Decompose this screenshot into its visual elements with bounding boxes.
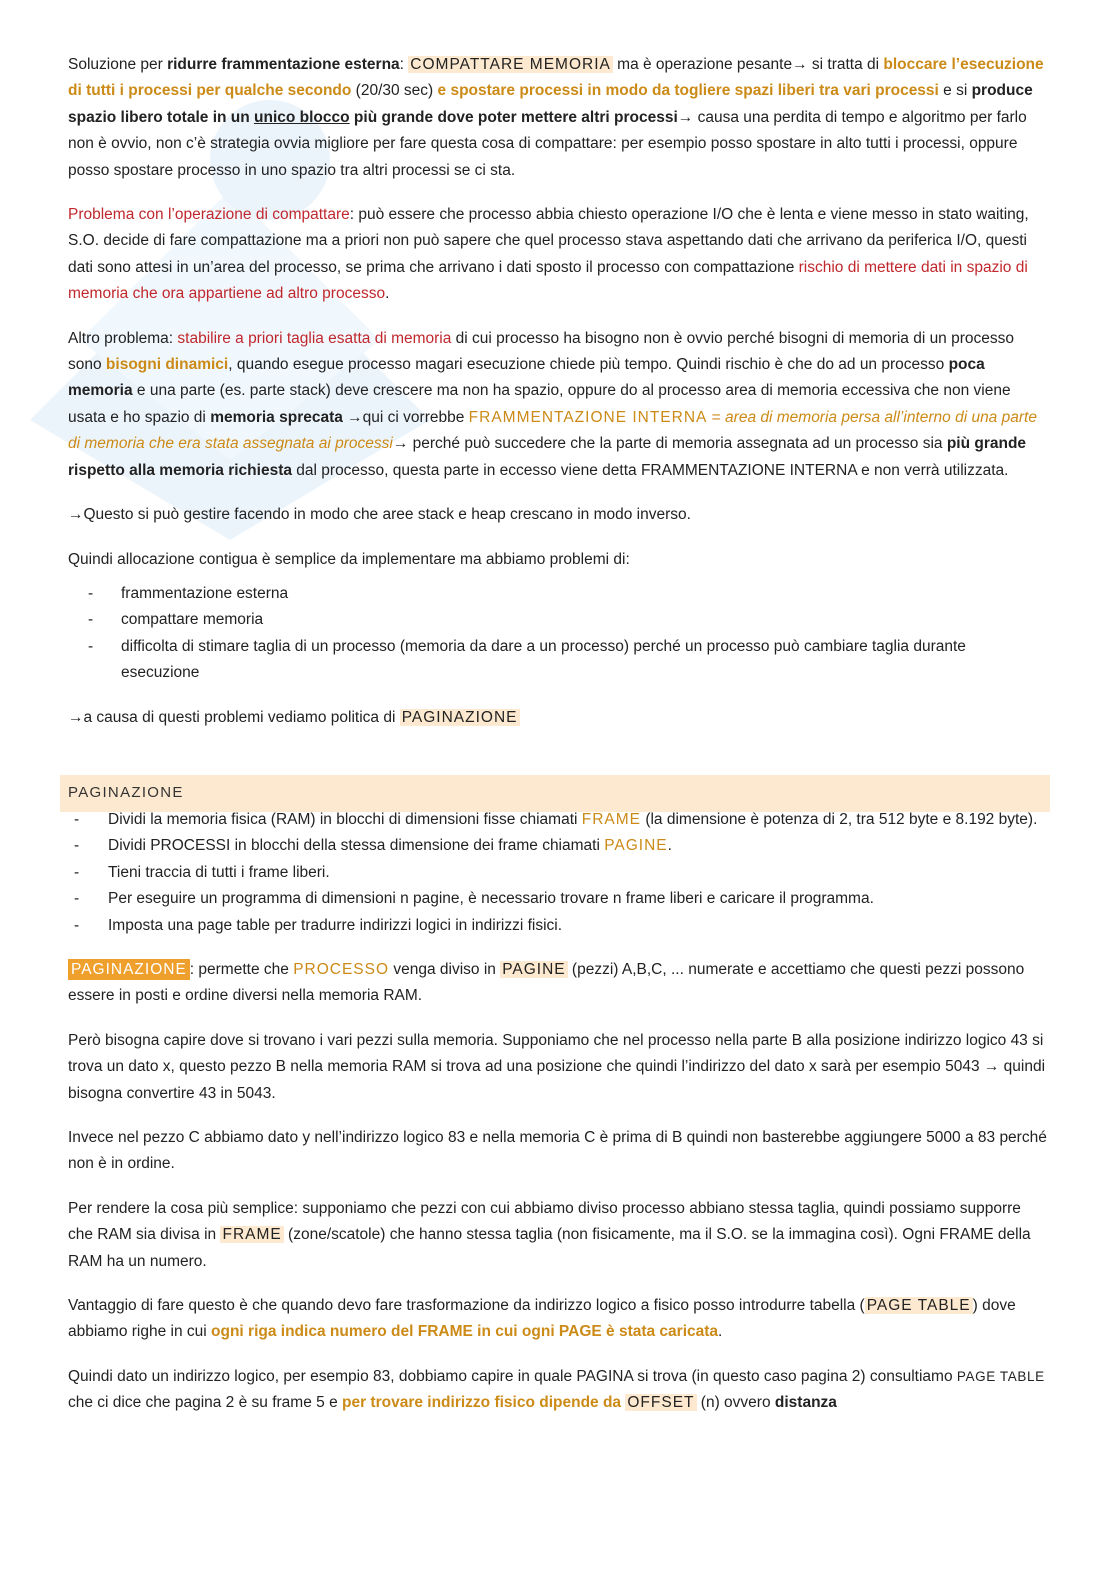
paginazione-steps-list [68,807,1048,939]
paragraph-paginazione-def: PAGINAZIONE : permette che PROCESSO venga diviso in PAGINE (pezzi) A,B,C, ... numerate e accettiamo che questi pezzi possono essere in posti e ordine diversi nella memoria RAM. [68,960,1025,1005]
document-body [68,52,1048,1435]
list-item: - Imposta una page table per tradurre indirizzi logici in indirizzi fisici. [68,913,1048,939]
paragraph-problema-compattare: Problema con l’operazione di compattare: può essere che processo abbia chiesto operazione I/O che è lenta e viene messo in stato waiting, S.O. decide di fare compattazione ma a priori non può sapere che quel processo stava aspettando dati che arrivano da periferica I/O, questi dati sono attesi in un’area del processo, se prima che arrivano i dati sposto il processo con compattazione rischio di mettere dati in spazio di memoria che ora appartiene ad altro processo. [68,206,1029,303]
section-title: PAGINAZIONE [68,784,184,801]
paragraph-offset: Quindi dato un indirizzo logico, per esempio 83, dobbiamo capire in quale PAGINA si trova (in questo caso pagina 2) consultiamo PAGE TABLE che ci dice che pagina 2 è su frame 5 e per trovare indirizzo fisico dipende da OFFSET (n) ovvero distanza [68,1367,1045,1412]
list-item: - Dividi PROCESSI in blocchi della stessa dimensione dei frame chiamati PAGINE. [68,833,1048,859]
paragraph-altro-problema: Altro problema: stabilire a priori taglia esatta di memoria di cui processo ha bisogno non è ovvio perché bisogni di memoria di un processo sono bisogni dinamici, quando esegue processo magari esecuzione chiede più tempo. Quindi rischio è che do ad un processo poca memoria e una parte (es. parte stack) deve crescere ma non ha spazio, oppure do al processo area di memoria eccessiva che non viene usata e ho spazio di memoria sprecata →qui ci vorrebbe FRAMMENTAZIONE INTERNA = area di memoria persa all’interno di una parte di memoria che era stata assegnata ai processi→ perché può succedere che la parte di memoria assegnata ad un processo sia più grande rispetto alla memoria richiesta dal processo, questa parte in eccesso viene detta FRAMMENTAZIONE INTERNA e non verrà utilizzata. [68,329,1037,479]
paragraph-esempio-b: Però bisogna capire dove si trovano i vari pezzi sulla memoria. Supponiamo che nel processo nella parte B alla posizione indirizzo logico 43 si trova un dato x, questo pezzo B nella memoria RAM si trova ad una posizione che quindi l’indirizzo del dato x sarà per esempio 5043 → quindi bisogna convertire 43 in 5043. [68,1031,1046,1102]
paragraph-compattare: Soluzione per ridurre frammentazione esterna: COMPATTARE MEMORIA ma è operazione pesante→ si tratta di bloccare l’esecuzione di tutti i processi per qualche secondo (20/30 sec) e spostare processi in modo da togliere spazi liberi tra vari processi e si produce spazio libero totale in un unico blocco più grande dove poter mettere altri processi→ causa una perdita di tempo e algoritmo per farlo non è ovvio, non c’è strategia ovvia migliore per fare questa cosa di compattare: per esempio posso spostare in alto tutti i processi, oppure posso spostare processo in uno spazio tra altri processi se ci sta. [68,56,1044,179]
paragraph-stack-heap: →Questo si può gestire facendo in modo che aree stack e heap crescano in modo inverso. [68,506,691,524]
list-item: - difficolta di stimare taglia di un processo (memoria da dare a un processo) perché un processo può cambiare taglia durante esecuzione [68,634,1048,687]
list-item: - Tieni traccia di tutti i frame liberi. [68,860,1048,886]
term-paginazione: PAGINAZIONE [401,708,518,726]
paragraph-esempio-c: Invece nel pezzo C abbiamo dato y nell’indirizzo logico 83 e nella memoria C è prima di B quindi non basterebbe aggiungere 5000 a 83 perché non è in ordine. [68,1129,1047,1173]
paragraph-politica: →a causa di questi problemi vediamo politica di PAGINAZIONE [68,708,518,726]
list-item: - Per eseguire un programma di dimensioni n pagine, è necessario trovare n frame liberi e caricare il programma. [68,886,1048,912]
paragraph-frame: Per rendere la cosa più semplice: supponiamo che pezzi con cui abbiamo diviso processo abbiano stessa taglia, quindi possiamo supporre che RAM sia divisa in FRAME (zone/scatole) che hanno stessa taglia (non fisicamente, ma il S.O. se la immagina così). Ogni FRAME della RAM ha un numero. [68,1199,1031,1270]
list-item: - compattare memoria [68,607,1048,633]
list-item: - frammentazione esterna [68,581,1048,607]
list-item: - Dividi la memoria fisica (RAM) in blocchi di dimensioni fisse chiamati FRAME (la dimensione è potenza di 2, tra 512 byte e 8.192 byte). [68,807,1048,833]
problems-list [68,581,1048,687]
term-compattare-memoria: COMPATTARE MEMORIA [410,56,611,73]
paragraph-allocazione: Quindi allocazione contigua è semplice da implementare ma abbiamo problemi di: [68,550,630,568]
paragraph-page-table: Vantaggio di fare questo è che quando devo fare trasformazione da indirizzo logico a fisico posso introdurre tabella ( PAGE TABLE ) dove abbiamo righe in cui ogni riga indica numero del FRAME in cui ogni PAGE è stata caricata. [68,1297,1016,1341]
term-paginazione-highlight: PAGINAZIONE [68,959,190,980]
term-frammentazione-interna: FRAMMENTAZIONE INTERNA [468,408,708,426]
